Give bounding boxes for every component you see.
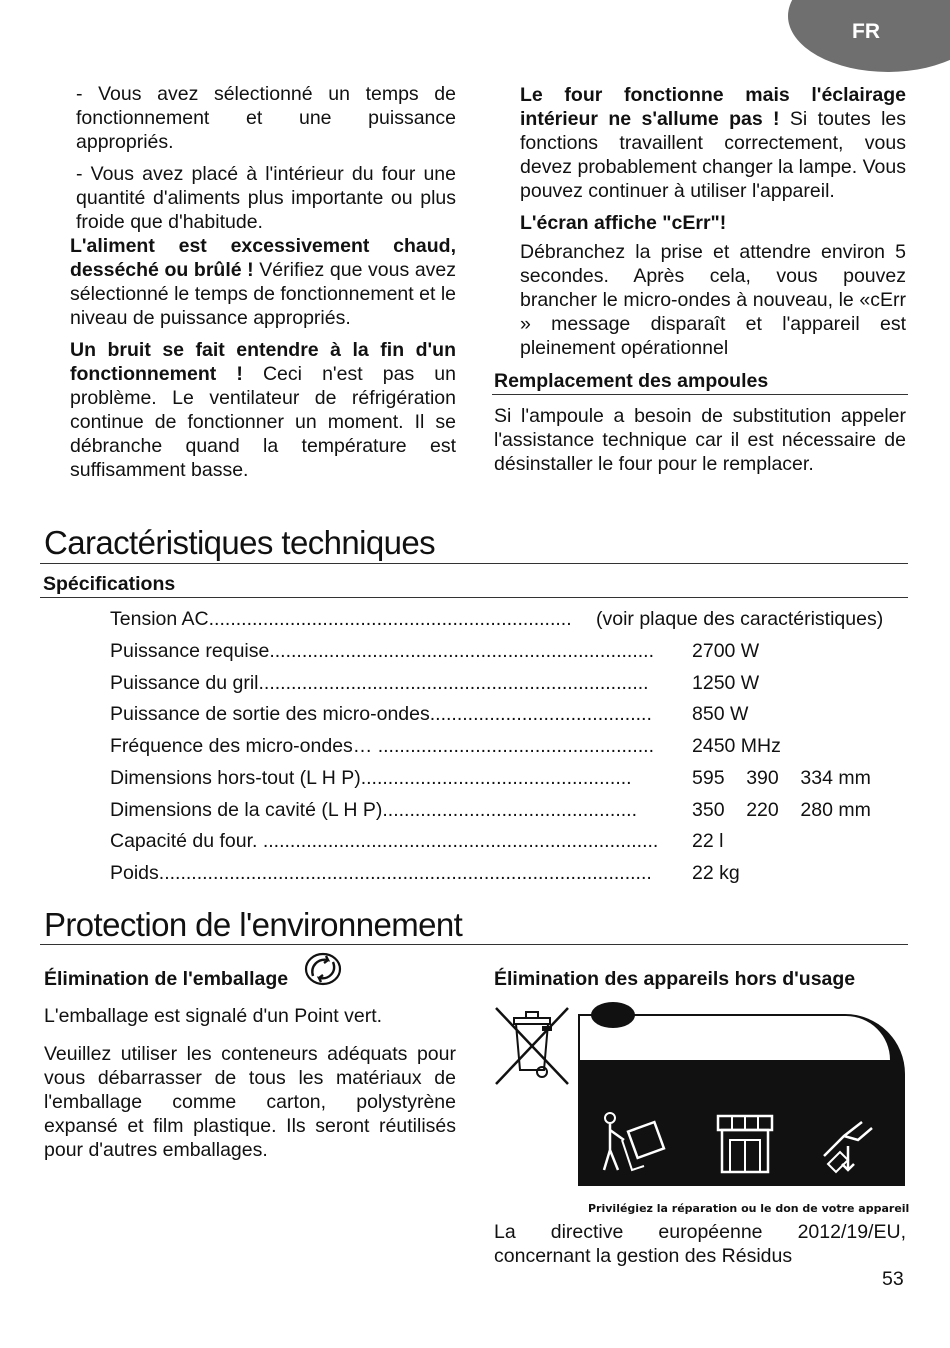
spec-label: Puissance de sortie des micro-ondes......................................... bbox=[110, 703, 652, 725]
directive-text bbox=[494, 1220, 906, 1276]
crossed-bin-icon bbox=[492, 1004, 572, 1088]
spec-label: Poids........................................................................................... bbox=[110, 862, 652, 884]
spec-value: 22 kg bbox=[692, 862, 740, 884]
cerr-title-text: L'écran affiche "cErr"! bbox=[520, 212, 727, 234]
bullet-1: - Vous avez sélectionné un temps de fonctionnement et une puissance appropriés. bbox=[76, 83, 456, 153]
right-paragraphs bbox=[520, 83, 906, 368]
pack-text bbox=[44, 1004, 456, 1170]
lamp-text-body: Si l'ampoule a besoin de substitution appeler l'assistance technique car il est nécessaire de désinstaller le four pour le remplacer. bbox=[494, 405, 906, 475]
spec-label: Dimensions hors-tout (L H P).................................................. bbox=[110, 767, 632, 789]
spec-value: 2700 W bbox=[692, 640, 760, 662]
spec-row bbox=[110, 672, 910, 695]
spec-row bbox=[110, 735, 910, 758]
spec-row bbox=[110, 799, 910, 822]
spec-value: 350 220 280 mm bbox=[692, 799, 871, 821]
delivery-person-icon bbox=[598, 1110, 678, 1176]
pack-paragraph-2: Veuillez utiliser les conteneurs adéquats pour vous débarrasser de tous les matériaux de l'emballage comme carton, polystyrène expansé et film plastique. Ils seront réutilisés pour d'autres emballages. bbox=[44, 1043, 456, 1161]
repair-caption: Privilégiez la réparation ou le don de votre appareil bbox=[588, 1202, 910, 1215]
left-paragraphs bbox=[70, 234, 456, 490]
spec-label: Dimensions de la cavité (L H P)............................................... bbox=[110, 799, 638, 821]
weee-heading: Élimination des appareils hors d'usage bbox=[494, 968, 856, 990]
bullet-2: - Vous avez placé à l'intérieur du four une quantité d'aliments plus importante ou plus froide que d'habitude. bbox=[76, 163, 456, 233]
spec-label: Capacité du four. ......................................................................... bbox=[110, 830, 659, 852]
paragraph-noise-bold: Un bruit se fait entendre à la fin d'un fonctionnement ! bbox=[70, 339, 456, 385]
spec-label: Fréquence des micro-ondes… ................................................... bbox=[110, 735, 655, 757]
donate-hand-icon bbox=[818, 1112, 882, 1176]
spec-row bbox=[110, 703, 910, 726]
green-dot-icon bbox=[304, 952, 342, 986]
paragraph-noise-text: Ceci n'est pas un problème. Le ventilateur de réfrigération continue de fonctionner un moment. Il se débranche quand la température est suffisamment basse. bbox=[70, 363, 456, 481]
paragraph-light-text: Si toutes les fonctions travaillent correctement, vous devez probablement changer la lampe. Vous pouvez continuer à utiliser l'appareil. bbox=[520, 108, 906, 202]
paragraph-light bbox=[520, 83, 906, 203]
lamp-text bbox=[494, 404, 906, 484]
spec-value: (voir plaque des caractéristiques) bbox=[596, 608, 884, 630]
paragraph-overheated-text: Vérifiez que vous avez sélectionné le temps de fonctionnement et le niveau de puissance appropriés. bbox=[70, 259, 457, 329]
paragraph-light-bold: Le four fonctionne mais l'éclairage intérieur ne s'allume pas ! bbox=[520, 84, 906, 130]
spec-value: 1250 W bbox=[692, 672, 760, 694]
page-number: 53 bbox=[882, 1268, 904, 1290]
spec-label: Puissance du gril........................................................................ bbox=[110, 672, 649, 694]
directive-paragraph: La directive européenne 2012/19/EU, concernant la gestion des Résidus bbox=[494, 1221, 906, 1267]
lamp-heading-rule bbox=[492, 394, 908, 395]
spec-value: 850 W bbox=[692, 703, 749, 725]
spec-row bbox=[110, 830, 910, 853]
language-label: FR bbox=[852, 20, 880, 43]
pack-heading: Élimination de l'emballage bbox=[44, 968, 289, 990]
spec-label: Puissance requise....................................................................... bbox=[110, 640, 655, 662]
left-bullets bbox=[76, 82, 456, 242]
spec-subtitle-rule bbox=[40, 597, 908, 598]
paragraph-overheated-bold: L'aliment est excessivement chaud, desséché ou brûlé ! bbox=[70, 235, 456, 281]
tech-title-rule bbox=[40, 563, 908, 564]
spec-subtitle: Spécifications bbox=[43, 573, 176, 595]
tech-title: Caractéristiques techniques bbox=[44, 524, 436, 561]
paragraph-overheated bbox=[70, 234, 456, 330]
spec-value: 595 390 334 mm bbox=[692, 767, 871, 789]
env-title-rule bbox=[40, 944, 908, 945]
spec-row bbox=[110, 862, 910, 885]
spec-label: Tension AC................................................................... bbox=[110, 608, 572, 630]
cerr-text: Débranchez la prise et attendre environ 5 secondes. Après cela, vous pouvez brancher le micro-ondes à nouveau, le «cErr » message disparaît et l'appareil est pleinement opérationnel bbox=[520, 241, 906, 359]
spec-value: 2450 MHz bbox=[692, 735, 781, 757]
repair-pictogram-badge bbox=[591, 1002, 635, 1028]
shop-icon bbox=[714, 1112, 776, 1176]
lamp-heading: Remplacement des ampoules bbox=[494, 370, 769, 392]
cerr-title bbox=[520, 211, 906, 235]
spec-row bbox=[110, 608, 910, 631]
spec-row bbox=[110, 640, 910, 663]
env-title: Protection de l'environnement bbox=[44, 906, 463, 943]
paragraph-noise bbox=[70, 338, 456, 482]
spec-row bbox=[110, 767, 910, 790]
pack-paragraph-1: L'emballage est signalé d'un Point vert. bbox=[44, 1005, 383, 1027]
spec-value: 22 l bbox=[692, 830, 724, 852]
